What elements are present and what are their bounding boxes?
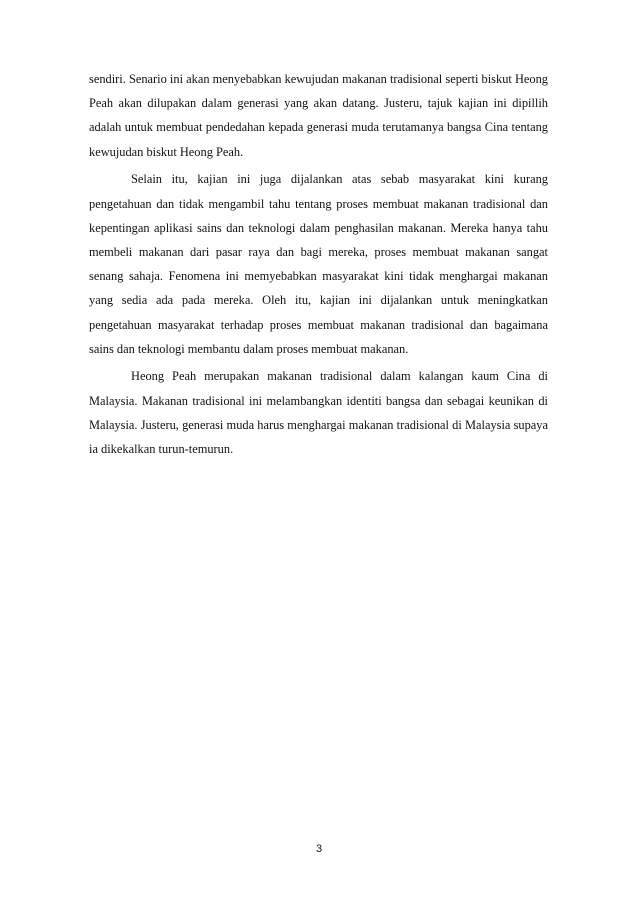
paragraph-1: sendiri. Senario ini akan menyebabkan kewujudan makanan tradisional seperti biskut Heong Peah akan dilupakan dalam generasi yang akan datang. Justeru, tajuk kajian ini dipillih adalah untuk membuat pendedahan kepada generasi muda terutamanya bangsa Cina tentang kewujudan biskut Heong Peah. (89, 72, 548, 159)
paragraph-3: Heong Peah merupakan makanan tradisional dalam kalangan kaum Cina di Malaysia. Makanan tradisional ini melambangkan identiti bangsa dan sebagai keunikan di Malaysia. Justeru, generasi muda harus menghargai makanan tradisional di Malaysia supaya ia dikekalkan turun-temurun. (89, 369, 548, 457)
body-text (89, 67, 548, 461)
page-number: 3 (315, 843, 323, 855)
paragraph-2: Selain itu, kajian ini juga dijalankan atas sebab masyarakat kini kurang pengetahuan dan tidak mengambil tahu tentang proses membuat makanan tradisional dan kepentingan aplikasi sains dan teknologi dalam penghasilan makanan. Mereka hanya tahu membeli makanan dari pasar raya dan bagi mereka, proses membuat makanan sangat senang sahaja. Fenomena ini memyebabkan masyarakat kini tidak menghargai makanan yang sedia ada pada mereka. Oleh itu, kajian ini dijalankan untuk meningkatkan pengetahuan masyarakat terhadap proses membuat makanan tradisional dan bagaimana sains dan teknologi membantu dalam proses membuat makanan. (89, 172, 548, 356)
